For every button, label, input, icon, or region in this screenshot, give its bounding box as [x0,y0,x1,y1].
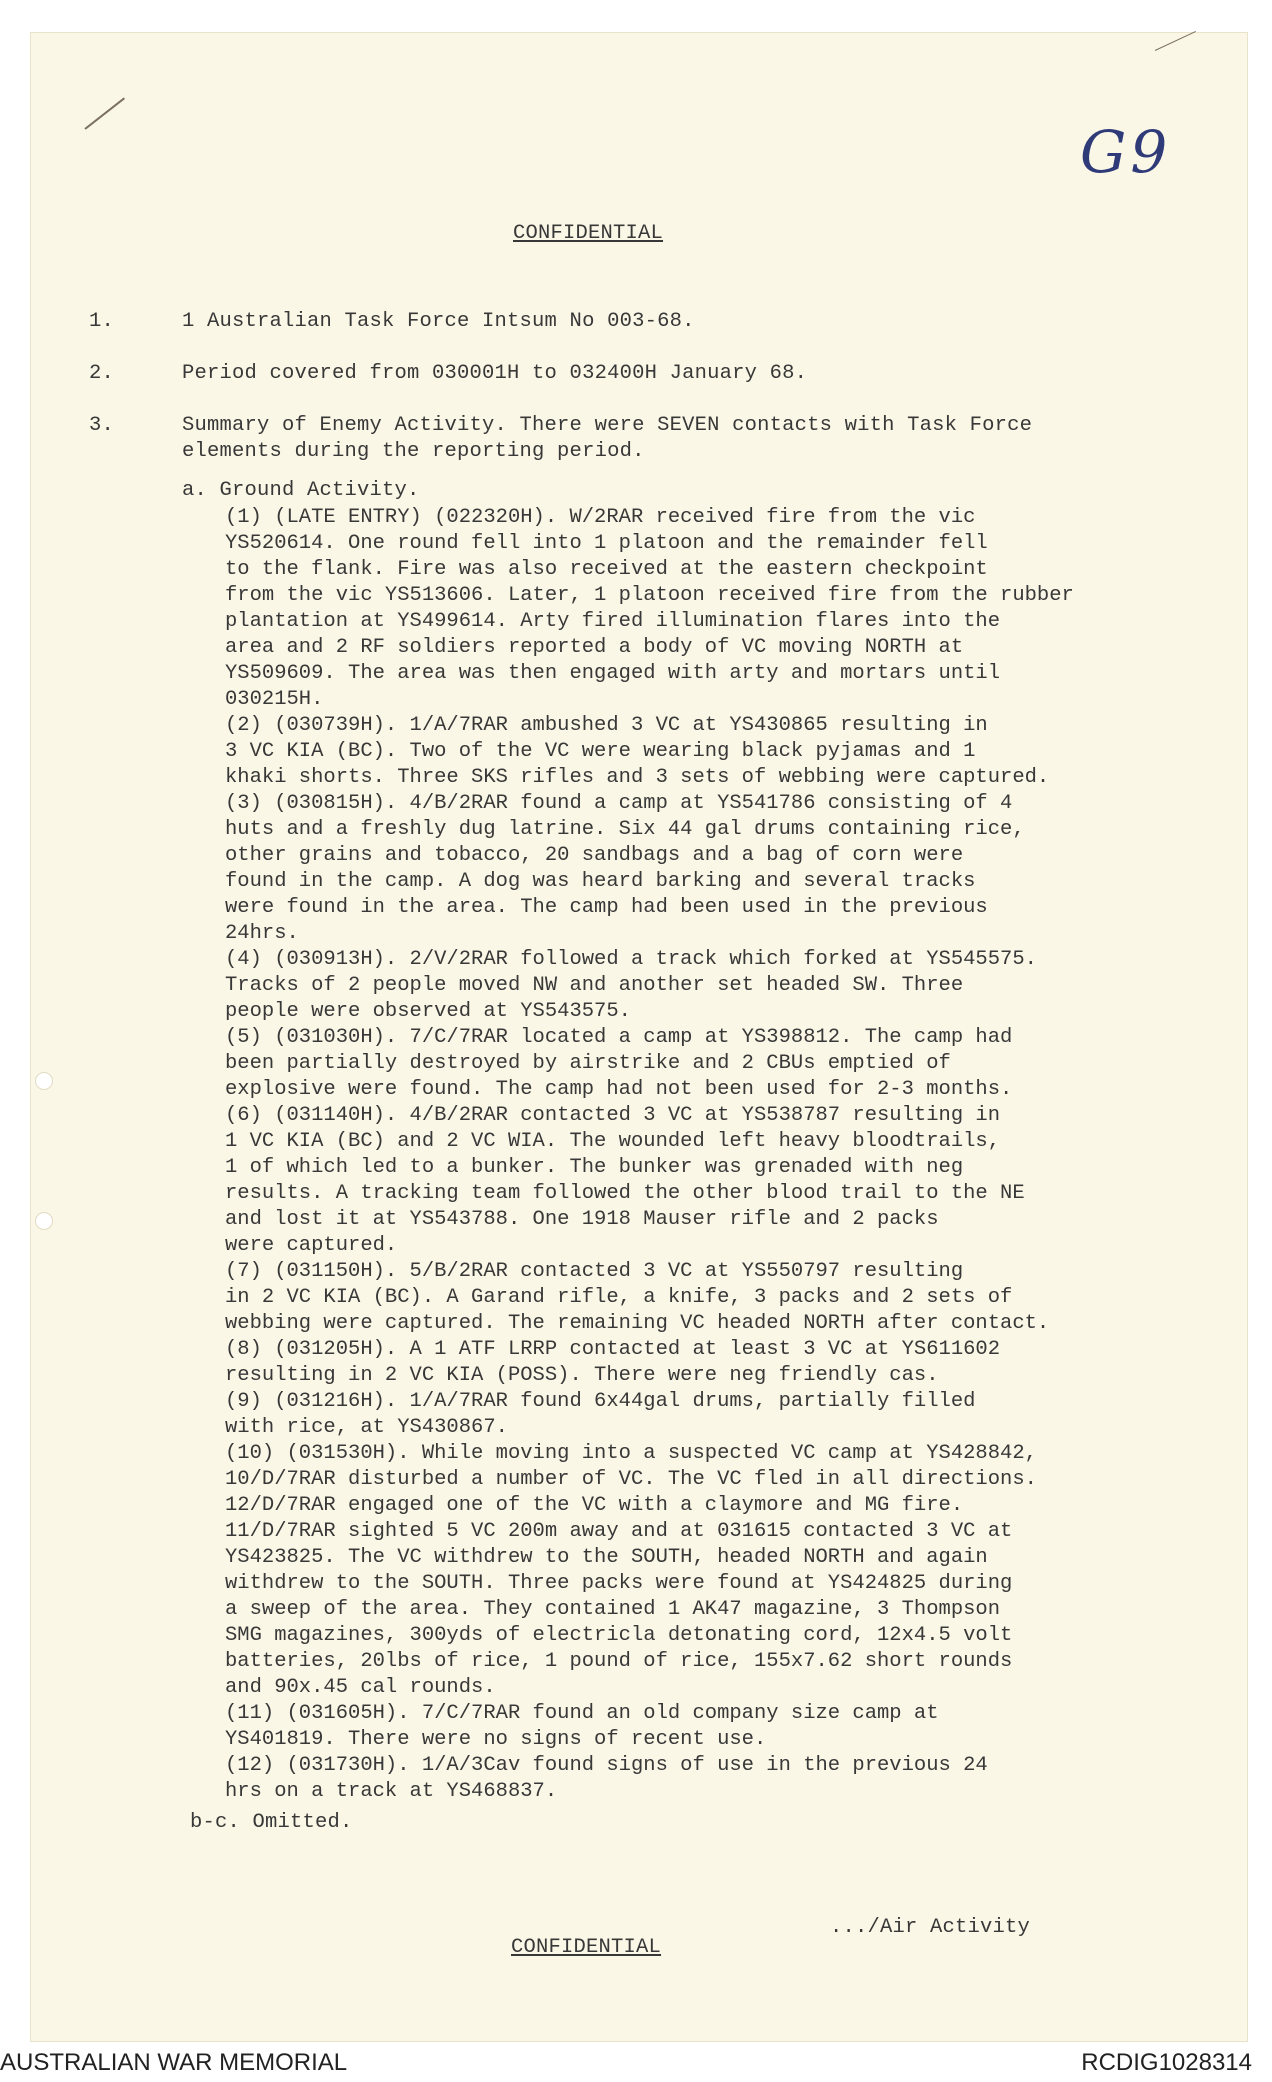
entry-9-first-line: (9) (031216H). 1/A/7RAR found 6x44gal drums, partially filled [225,1390,976,1413]
item-3-line-1: Summary of Enemy Activity. There were SEVEN contacts with Task Force [182,414,1033,437]
entry-10-line: batteries, 20lbs of rice, 1 pound of rice, 155x7.62 short rounds [225,1650,1013,1673]
entry-5-line: been partially destroyed by airstrike and 2 CBUs emptied of [225,1052,951,1075]
entry-8-first-line: (8) (031205H). A 1 ATF LRRP contacted at least 3 VC at YS611602 [225,1338,1001,1361]
entry-6-line: were captured. [225,1234,398,1257]
entry-4-line: Tracks of 2 people moved NW and another set headed SW. Three [225,974,964,997]
item-3-number: 3. [89,414,115,437]
item-2-text: Period covered from 030001H to 032400H January 68. [182,362,808,385]
item-1-number: 1. [89,310,115,333]
entry-1-line: to the flank. Fire was also received at the eastern checkpoint [225,558,988,581]
entry-7-line: webbing were captured. The remaining VC headed NORTH after contact. [225,1312,1050,1335]
item-1-text: 1 Australian Task Force Intsum No 003-68. [182,310,695,333]
entry-3-line: 24hrs. [225,922,299,945]
entry-1-line: area and 2 RF soldiers reported a body of VC moving NORTH at [225,636,964,659]
entry-10-line: 12/D/7RAR engaged one of the VC with a claymore and MG fire. [225,1494,964,1517]
entry-10-line: and 90x.45 cal rounds. [225,1676,496,1699]
item-2-number: 2. [89,362,115,385]
entry-7-line: in 2 VC KIA (BC). A Garand rifle, a knife, 3 packs and 2 sets of [225,1286,1013,1309]
entry-8-line: resulting in 2 VC KIA (POSS). There were neg friendly cas. [225,1364,939,1387]
entry-3-line: found in the camp. A dog was heard barking and several tracks [225,870,976,893]
entry-5-line: explosive were found. The camp had not been used for 2-3 months. [225,1078,1013,1101]
entry-3-first-line: (3) (030815H). 4/B/2RAR found a camp at YS541786 consisting of 4 [225,792,1013,815]
entry-5-first-line: (5) (031030H). 7/C/7RAR located a camp at YS398812. The camp had [225,1026,1013,1049]
entry-4-line: people were observed at YS543575. [225,1000,631,1023]
ground-activity-entries [225,505,1074,1805]
ground-activity-heading: a. Ground Activity. [182,479,420,502]
entry-1-line: YS520614. One round fell into 1 platoon and the remainder fell [225,532,988,555]
entry-10-line: 11/D/7RAR sighted 5 VC 200m away and at 031615 contacted 3 VC at [225,1520,1013,1543]
entry-10-line: withdrew to the SOUTH. Three packs were found at YS424825 during [225,1572,1013,1595]
entry-6-line: 1 of which led to a bunker. The bunker was grenaded with neg [225,1156,964,1179]
handwritten-page-mark: G9 [1080,118,1172,186]
entry-2-first-line: (2) (030739H). 1/A/7RAR ambushed 3 VC at YS430865 resulting in [225,714,988,737]
item-3-line-2: elements during the reporting period. [182,440,645,463]
entry-6-first-line: (6) (031140H). 4/B/2RAR contacted 3 VC at YS538787 resulting in [225,1104,1001,1127]
entry-11-first-line: (11) (031605H). 7/C/7RAR found an old company size camp at [225,1702,939,1725]
entry-12-line: hrs on a track at YS468837. [225,1780,558,1803]
entry-10-line: YS423825. The VC withdrew to the SOUTH, headed NORTH and again [225,1546,988,1569]
entry-12-first-line: (12) (031730H). 1/A/3Cav found signs of use in the previous 24 [225,1754,988,1777]
entry-3-line: huts and a freshly dug latrine. Six 44 gal drums containing rice, [225,818,1025,841]
entry-4-first-line: (4) (030913H). 2/V/2RAR followed a track which forked at YS545575. [225,948,1037,971]
punch-hole [35,1212,53,1230]
entry-3-line: other grains and tobacco, 20 sandbags and a bag of corn were [225,844,964,867]
punch-hole [35,1072,53,1090]
entry-2-line: 3 VC KIA (BC). Two of the VC were wearing black pyjamas and 1 [225,740,976,763]
entry-10-line: a sweep of the area. They contained 1 AK47 magazine, 3 Thompson [225,1598,1001,1621]
entry-6-line: 1 VC KIA (BC) and 2 VC WIA. The wounded left heavy bloodtrails, [225,1130,1001,1153]
archive-reference: RCDIG1028314 [1081,2049,1252,2076]
entry-1-line: YS509609. The area was then engaged with arty and mortars until [225,662,1001,685]
entry-10-line: SMG magazines, 300yds of electricla detonating cord, 12x4.5 volt [225,1624,1013,1647]
entry-6-line: results. A tracking team followed the other blood trail to the NE [225,1182,1025,1205]
entry-10-first-line: (10) (031530H). While moving into a suspected VC camp at YS428842, [225,1442,1037,1465]
entry-1-first-line: (1) (LATE ENTRY) (022320H). W/2RAR received fire from the vic [225,506,976,529]
entry-9-line: with rice, at YS430867. [225,1416,508,1439]
classification-top: CONFIDENTIAL [513,222,664,245]
entry-3-line: were found in the area. The camp had been used in the previous [225,896,988,919]
entry-7-first-line: (7) (031150H). 5/B/2RAR contacted 3 VC at YS550797 resulting [225,1260,964,1283]
archive-credit: AUSTRALIAN WAR MEMORIAL [0,2049,348,2076]
continuation-note: .../Air Activity [830,1916,1031,1939]
entry-1-line: from the vic YS513606. Later, 1 platoon received fire from the rubber [225,584,1074,607]
entry-6-line: and lost it at YS543788. One 1918 Mauser rifle and 2 packs [225,1208,939,1231]
entry-1-line: 030215H. [225,688,324,711]
entry-1-line: plantation at YS499614. Arty fired illumination flares into the [225,610,1001,633]
entry-11-line: YS401819. There were no signs of recent use. [225,1728,767,1751]
omitted-note: b-c. Omitted. [190,1811,353,1834]
entry-2-line: khaki shorts. Three SKS rifles and 3 sets of webbing were captured. [225,766,1050,789]
classification-bottom: CONFIDENTIAL [511,1936,662,1959]
entry-10-line: 10/D/7RAR disturbed a number of VC. The VC fled in all directions. [225,1468,1037,1491]
